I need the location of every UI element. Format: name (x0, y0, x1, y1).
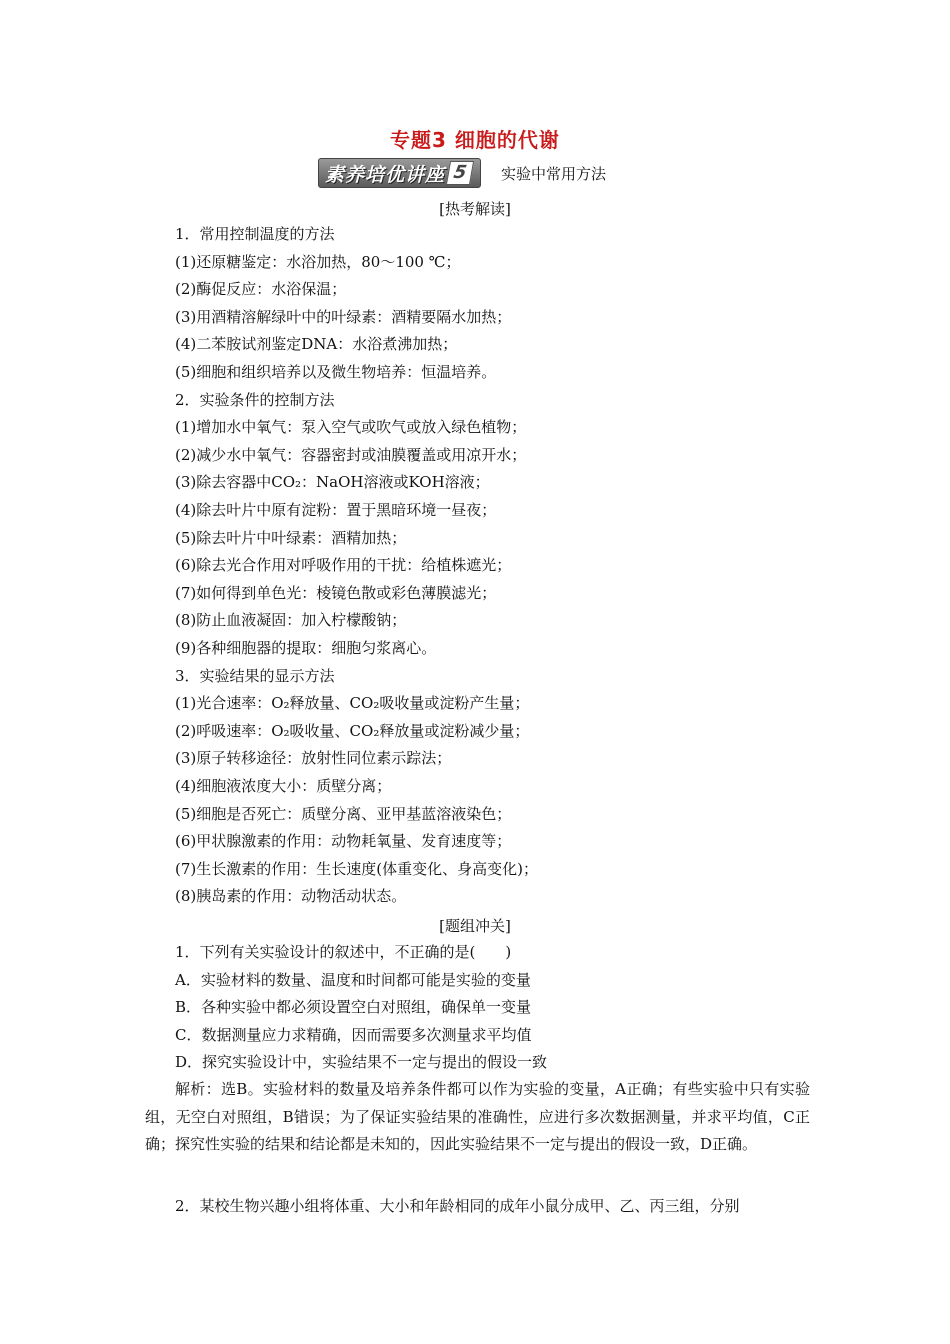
list-item: (5)细胞是否死亡：质壁分离、亚甲基蓝溶液染色； (175, 805, 512, 823)
list-item: 1．常用控制温度的方法 (175, 225, 335, 243)
list-item: (3)原子转移途径：放射性同位素示踪法； (175, 749, 452, 767)
section-practice: [题组冲关] (439, 917, 511, 935)
list-item: (5)细胞和组织培养以及微生物培养：恒温培养。 (175, 363, 497, 381)
list-item: 3．实验结果的显示方法 (175, 667, 335, 685)
badge-number: 5 (446, 161, 474, 185)
list-item: (6)除去光合作用对呼吸作用的干扰：给植株遮光； (175, 556, 512, 574)
list-item: (7)生长激素的作用：生长速度(体重变化、身高变化)； (175, 860, 538, 878)
list-item: (6)甲状腺激素的作用：动物耗氧量、发育速度等； (175, 832, 512, 850)
list-item: 2．实验条件的控制方法 (175, 391, 335, 409)
list-item: (8)胰岛素的作用：动物活动状态。 (175, 887, 407, 905)
list-item: (3)除去容器中CO₂：NaOH溶液或KOH溶液； (175, 473, 490, 491)
banner-title: 实验中常用方法 (501, 164, 607, 183)
question-1-stem: 1．下列有关实验设计的叙述中，不正确的是( ) (175, 943, 512, 961)
section-hot-reading: [热考解读] (439, 200, 511, 218)
list-item: (9)各种细胞器的提取：细胞匀浆离心。 (175, 639, 437, 657)
question-2-stem: 2．某校生物兴趣小组将体重、大小和年龄相同的成年小鼠分成甲、乙、丙三组，分别 (175, 1197, 740, 1215)
list-item: (2)酶促反应：水浴保温； (175, 280, 347, 298)
list-item: (2)减少水中氧气：容器密封或油膜覆盖或用凉开水； (175, 446, 527, 464)
page-title: 专题3 细胞的代谢 (390, 128, 560, 152)
lecture-badge (318, 158, 481, 188)
list-item: (8)防止血液凝固：加入柠檬酸钠； (175, 611, 407, 629)
question-1-option-d: D．探究实验设计中，实验结果不一定与提出的假设一致 (175, 1053, 548, 1071)
badge-text: 素养培优讲座 (325, 163, 446, 186)
list-item: (4)二苯胺试剂鉴定DNA：水浴煮沸加热； (175, 335, 458, 353)
list-item: (2)呼吸速率：O₂吸收量、CO₂释放量或淀粉减少量； (175, 722, 530, 740)
list-item: (3)用酒精溶解绿叶中的叶绿素：酒精要隔水加热； (175, 308, 512, 326)
question-1-option-a: A．实验材料的数量、温度和时间都可能是实验的变量 (175, 971, 531, 989)
list-item: (7)如何得到单色光：棱镜色散或彩色薄膜滤光； (175, 584, 497, 602)
list-item: (5)除去叶片中叶绿素：酒精加热； (175, 529, 407, 547)
list-item: (1)还原糖鉴定：水浴加热，80～100 ℃； (175, 253, 461, 271)
list-item: (4)除去叶片中原有淀粉：置于黑暗环境一昼夜； (175, 501, 497, 519)
question-1-option-b: B．各种实验中都必须设置空白对照组，确保单一变量 (175, 998, 532, 1016)
list-item: (1)增加水中氧气：泵入空气或吹气或放入绿色植物； (175, 418, 527, 436)
list-item: (1)光合速率：O₂释放量、CO₂吸收量或淀粉产生量； (175, 694, 530, 712)
lecture-banner (318, 158, 606, 188)
list-item: (4)细胞液浓度大小：质壁分离； (175, 777, 392, 795)
question-1-option-c: C．数据测量应力求精确，因而需要多次测量求平均值 (175, 1026, 532, 1044)
question-1-analysis: 解析：选B。实验材料的数量及培养条件都可以作为实验的变量，A正确；有些实验中只有实验组，无空白对照组，B错误；为了保证实验结果的准确性，应进行多次数据测量，并求平均值，C正确；探究性实验的结果和结论都是未知的，因此实验结果不一定与提出的假设一致，D正确。 (145, 1080, 810, 1154)
